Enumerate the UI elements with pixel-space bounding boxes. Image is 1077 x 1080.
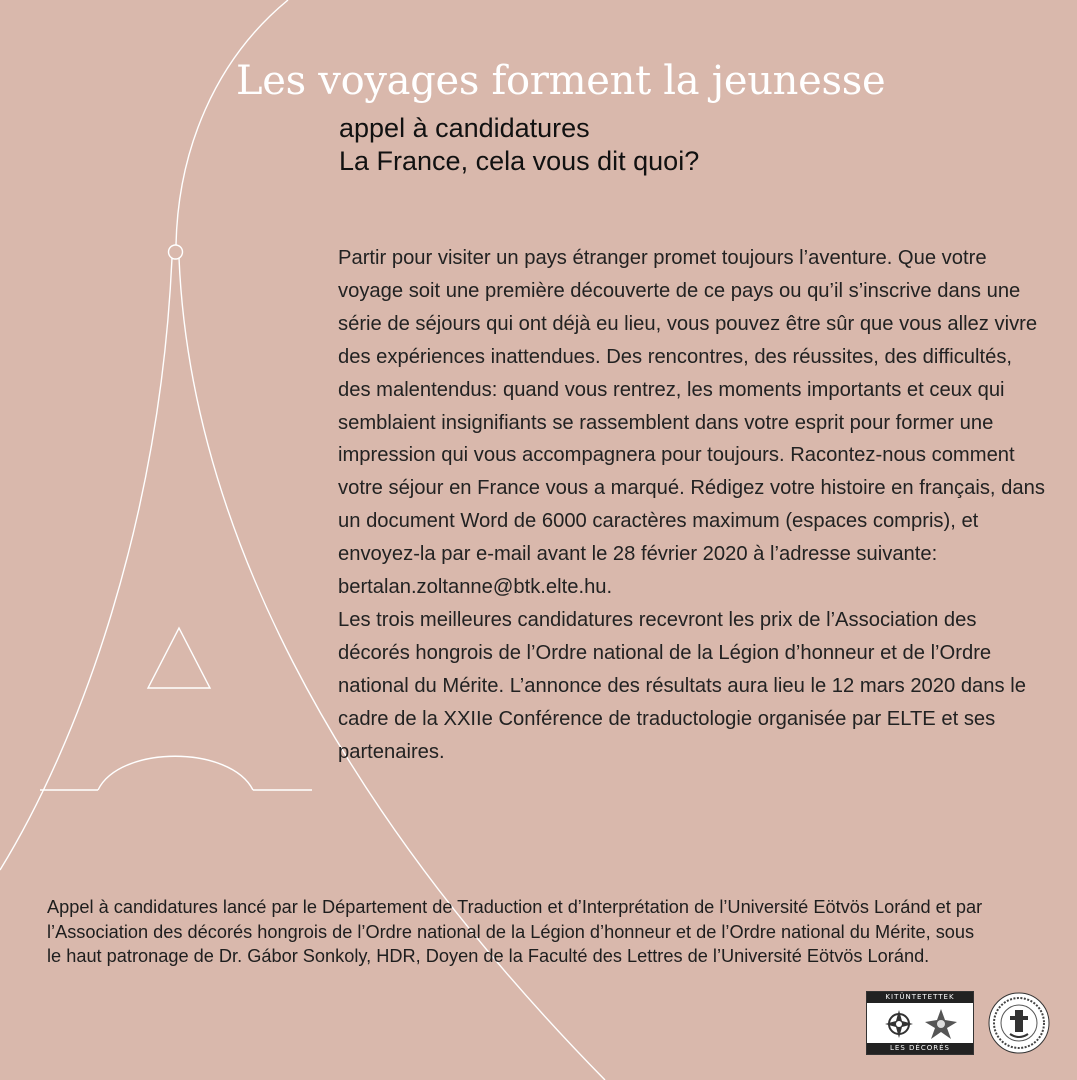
body-paragraph-intro: Partir pour visiter un pays étranger promet toujours l’aventure. Que votre voyage soit une première découverte de ce pays ou qu’il s’inscrive dans une série de séjours qui ont déjà eu lieu, vous pouvez être sûr que vous allez vivre des expériences inattendues. Des rencontres, des réussites, des difficultés, des malentendus: quand vous rentrez, les moments importants et ceux qui semblaient insignifiants se rassemblent dans votre esprit pour former une impression qui vous accompagnera pour toujours. Racontez-nous comment votre séjour en France vous a marqué. Rédigez votre histoire en français, dans un document Word de 6000 caractères maximum (espaces compris), et envoyez-la par e-mail avant le 28 février 2020 à l’adresse suivante: bertalan.zoltanne@btk.elte.hu. (338, 247, 1045, 599)
decoration-medals-icon (871, 1004, 969, 1044)
poster-body (338, 242, 1050, 769)
decores-association-logo (866, 991, 974, 1055)
body-paragraph-prizes: Les trois meilleures candidatures recevront les prix de l’Association des décorés hongrois de l’Ordre national de la Légion d’honneur et de l’Ordre national du Mérite. L’annonce des résultats aura lieu le 12 mars 2020 dans le cadre de la XXIIe Conférence de traductologie organisée par ELTE et ses partenaires. (338, 608, 1026, 763)
poster-title: Les voyages forment la jeunesse (236, 58, 886, 104)
poster-footer-credits: Appel à candidatures lancé par le Département de Traduction et d’Interprétation de l’Université Eötvös Loránd et par l’Association des décorés hongrois de l’Ordre national de la Légion d’honneur et de l’Ordre national du Mérite, sous le haut patronage de Dr. Gábor Sonkoly, HDR, Doyen de la Faculté des Lettres de l’Université Eötvös Loránd. (47, 897, 983, 966)
university-seal-icon (988, 992, 1050, 1054)
logo-top-band: KITÜNTETETTEK (867, 992, 973, 1003)
poster-subtitle-question: La France, cela vous dit quoi? (339, 146, 700, 176)
logo-bottom-band: LES DÉCORÉS (867, 1043, 973, 1054)
poster-subtitle-call: appel à candidatures (339, 113, 590, 143)
